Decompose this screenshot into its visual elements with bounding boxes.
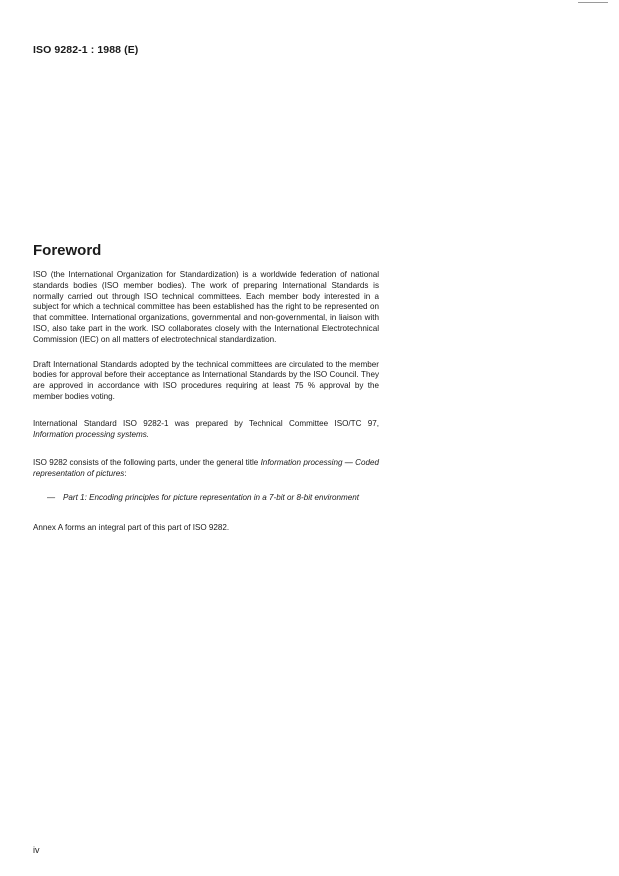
parts-colon: : xyxy=(124,469,127,479)
page-number: iv xyxy=(33,845,40,855)
part-1-title: Part 1: Encoding principles for picture representation in a 7-bit or 8-bit environment xyxy=(63,492,360,502)
general-title: Information processing — Coded representation of pictures xyxy=(33,458,379,479)
committee-title: Information processing systems. xyxy=(33,429,150,439)
prepared-by-text: International Standard ISO 9282-1 was prepared by Technical Committee ISO/TC 97, xyxy=(33,418,379,428)
paragraph-parts xyxy=(33,458,379,480)
foreword-heading: Foreword xyxy=(33,242,102,259)
parts-intro-text: ISO 9282 consists of the following parts, under the general title xyxy=(33,458,259,468)
paragraph-annex: Annex A forms an integral part of this part of ISO 9282. xyxy=(33,522,230,532)
list-dash: — xyxy=(47,492,56,502)
paragraph-iso-federation: ISO (the International Organization for Standardization) is a worldwide federation of national standards bodies (ISO member bodies). The work of preparing International Standards is normally carried out through ISO technical committees. Each member body interested in a subject for which a technical committee has been established has the right to be represented on that committee. International organizations, governmental and non-governmental, in liaison with ISO, also take part in the work. ISO collaborates closely with the International Electrotechnical Commission (IEC) on all matters of electrotechnical standardization. xyxy=(33,270,379,344)
list-item xyxy=(33,493,379,504)
paragraph-draft-standards: Draft International Standards adopted by the technical committees are circulated to the member bodies for approval before their acceptance as International Standards by the ISO Council. They are approved in accordance with ISO procedures requiring at least 75 % approval by the member bodies voting. xyxy=(33,359,379,401)
paragraph-prepared-by xyxy=(33,419,379,441)
document-reference: ISO 9282-1 : 1988 (E) xyxy=(33,44,139,56)
foreword-body xyxy=(33,270,379,534)
top-rule xyxy=(578,2,608,3)
